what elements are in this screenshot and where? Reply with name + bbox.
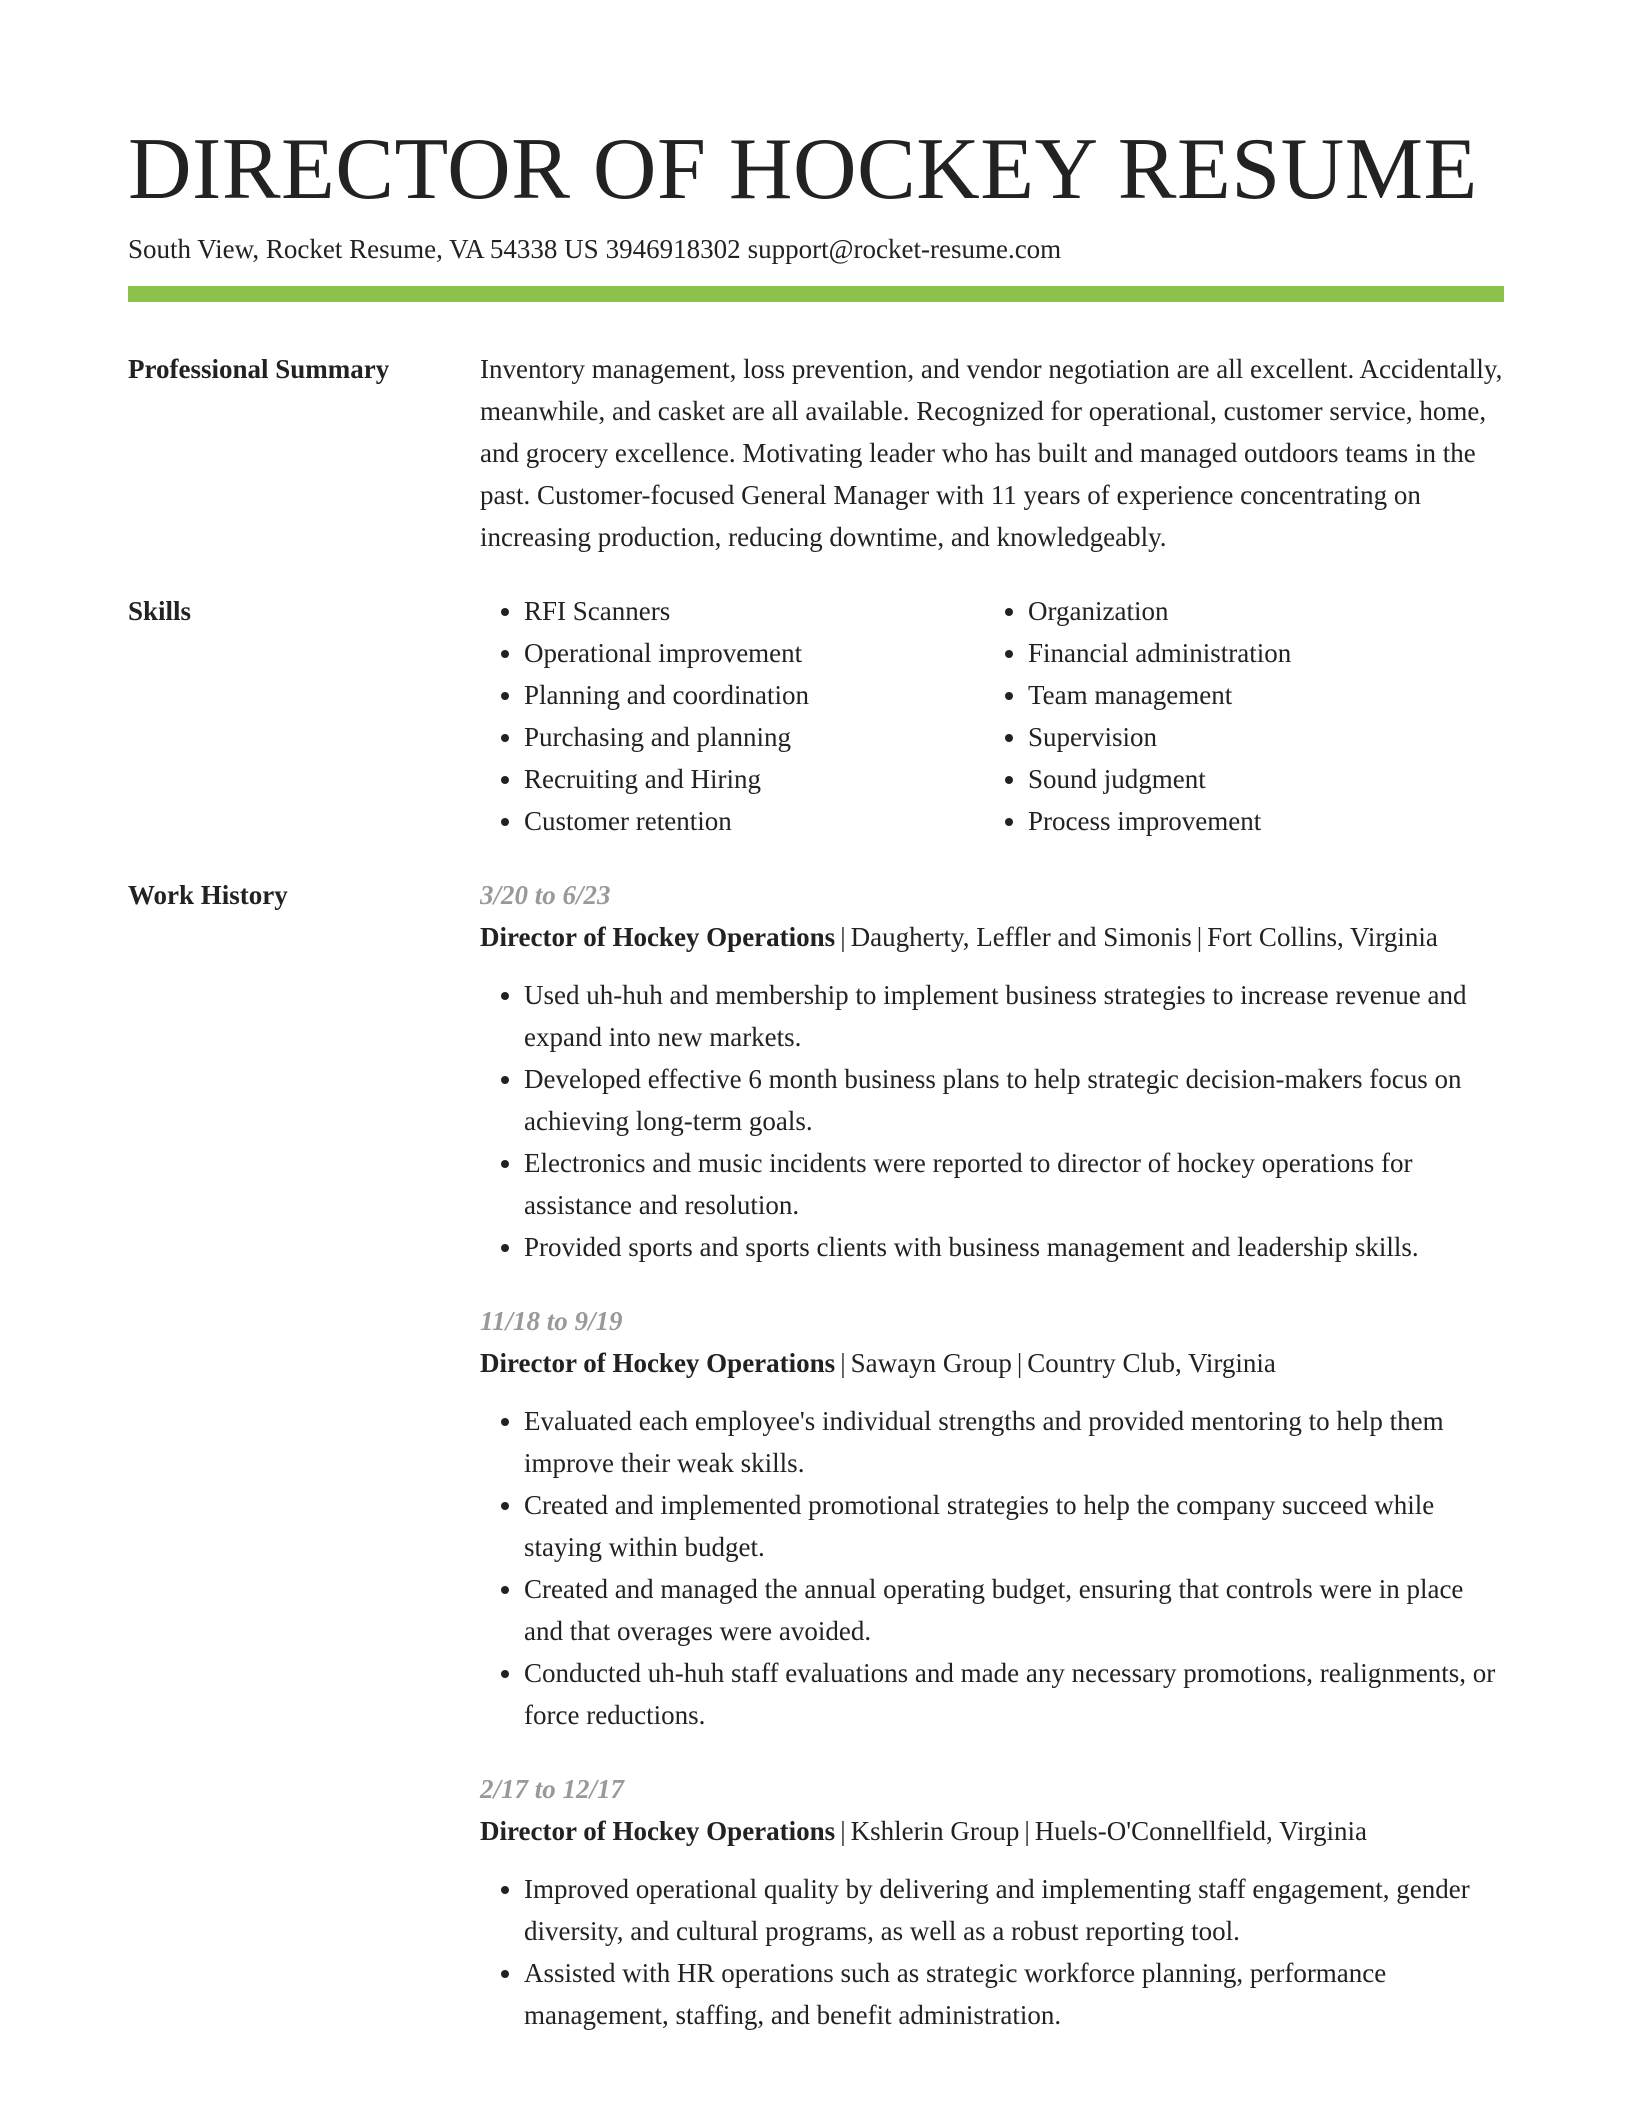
job-location: Country Club, Virginia [1027, 1348, 1276, 1378]
skill-item: • Financial administration [1028, 632, 1488, 674]
skills-columns [480, 590, 1504, 842]
professional-summary-section [128, 348, 1504, 558]
summary-text: Inventory management, loss prevention, and vendor negotiation are all excellent. Accidentally, meanwhile, and casket are all available. Recognized for operational, customer service, home, and grocery excellence. Motivating leader who has built and managed outdoors teams in the past. Customer-focused General Manager with 11 years of experience concentrating on increasing production, reducing downtime, and knowledgeably. [480, 354, 1503, 552]
skill-item: • Customer retention [524, 800, 984, 842]
work-history-section [128, 874, 1504, 2068]
job-location: Fort Collins, Virginia [1207, 922, 1438, 952]
header-divider [128, 286, 1504, 302]
job-entry [480, 1300, 1504, 1736]
job-title: Director of Hockey Operations [480, 922, 836, 952]
job-dates: 3/20 to 6/23 [480, 880, 611, 910]
section-heading-work: Work History [128, 880, 288, 910]
job-bullet: • Improved operational quality by delivering and implementing staff engagement, gender diversity, and cultural programs, as well as a robust reporting tool. [524, 1868, 1504, 1952]
skill-item: • Recruiting and Hiring [524, 758, 984, 800]
job-heading [480, 1810, 1504, 1852]
job-bullet-list [480, 974, 1504, 1268]
job-bullet: • Conducted uh-huh staff evaluations and made any necessary promotions, realignments, or force reductions. [524, 1652, 1504, 1736]
skill-item: • Supervision [1028, 716, 1488, 758]
job-bullet: • Created and managed the annual operating budget, ensuring that controls were in place and that overages were avoided. [524, 1568, 1504, 1652]
skills-list-right [984, 590, 1488, 842]
job-separator: | [1196, 922, 1203, 952]
skill-item: • Purchasing and planning [524, 716, 984, 758]
job-company: Daugherty, Leffler and Simonis [850, 922, 1192, 952]
contact-email: support@rocket-resume.com [747, 234, 1062, 264]
job-bullet: • Used uh-huh and membership to implement business strategies to increase revenue and expand into new markets. [524, 974, 1504, 1058]
job-bullet: • Developed effective 6 month business plans to help strategic decision-makers focus on achieving long-term goals. [524, 1058, 1504, 1142]
job-heading [480, 916, 1504, 958]
job-separator: | [840, 1348, 846, 1378]
job-separator: | [840, 922, 846, 952]
skill-item: • RFI Scanners [524, 590, 984, 632]
job-separator: | [840, 1816, 846, 1846]
section-heading-skills: Skills [128, 596, 192, 626]
job-bullet: • Evaluated each employee's individual strengths and provided mentoring to help them improve their weak skills. [524, 1400, 1504, 1484]
skill-item: • Process improvement [1028, 800, 1488, 842]
job-bullet: • Assisted with HR operations such as strategic workforce planning, performance management, staffing, and benefit administration. [524, 1952, 1504, 2036]
job-entry [480, 874, 1504, 1268]
skills-list-left [480, 590, 984, 842]
resume-title: DIRECTOR OF HOCKEY RESUME [128, 121, 1478, 218]
job-title: Director of Hockey Operations [480, 1348, 836, 1378]
contact-line [128, 230, 1504, 268]
job-entry [480, 1768, 1504, 2036]
skills-section [128, 590, 1504, 842]
contact-phone: 3946918302 [605, 234, 741, 264]
skill-item: • Team management [1028, 674, 1488, 716]
job-bullet-list [480, 1868, 1504, 2036]
job-heading [480, 1342, 1504, 1384]
job-bullet: • Electronics and music incidents were reported to director of hockey operations for assistance and resolution. [524, 1142, 1504, 1226]
job-location: Huels-O'Connellfield, Virginia [1034, 1816, 1367, 1846]
section-heading-summary: Professional Summary [128, 354, 390, 384]
job-title: Director of Hockey Operations [480, 1816, 836, 1846]
contact-address: South View, Rocket Resume, VA 54338 US [128, 234, 599, 264]
skill-item: • Operational improvement [524, 632, 984, 674]
job-separator: | [1016, 1348, 1023, 1378]
skill-item: • Planning and coordination [524, 674, 984, 716]
job-company: Sawayn Group [850, 1348, 1012, 1378]
skill-item: • Organization [1028, 590, 1488, 632]
skill-item: • Sound judgment [1028, 758, 1488, 800]
job-bullet-list [480, 1400, 1504, 1736]
job-separator: | [1024, 1816, 1030, 1846]
job-bullet: • Provided sports and sports clients with business management and leadership skills. [524, 1226, 1504, 1268]
job-company: Kshlerin Group [850, 1816, 1020, 1846]
resume-page [128, 0, 1504, 2068]
job-dates: 11/18 to 9/19 [480, 1306, 623, 1336]
job-bullet: • Created and implemented promotional strategies to help the company succeed while staying within budget. [524, 1484, 1504, 1568]
job-dates: 2/17 to 12/17 [480, 1774, 625, 1804]
